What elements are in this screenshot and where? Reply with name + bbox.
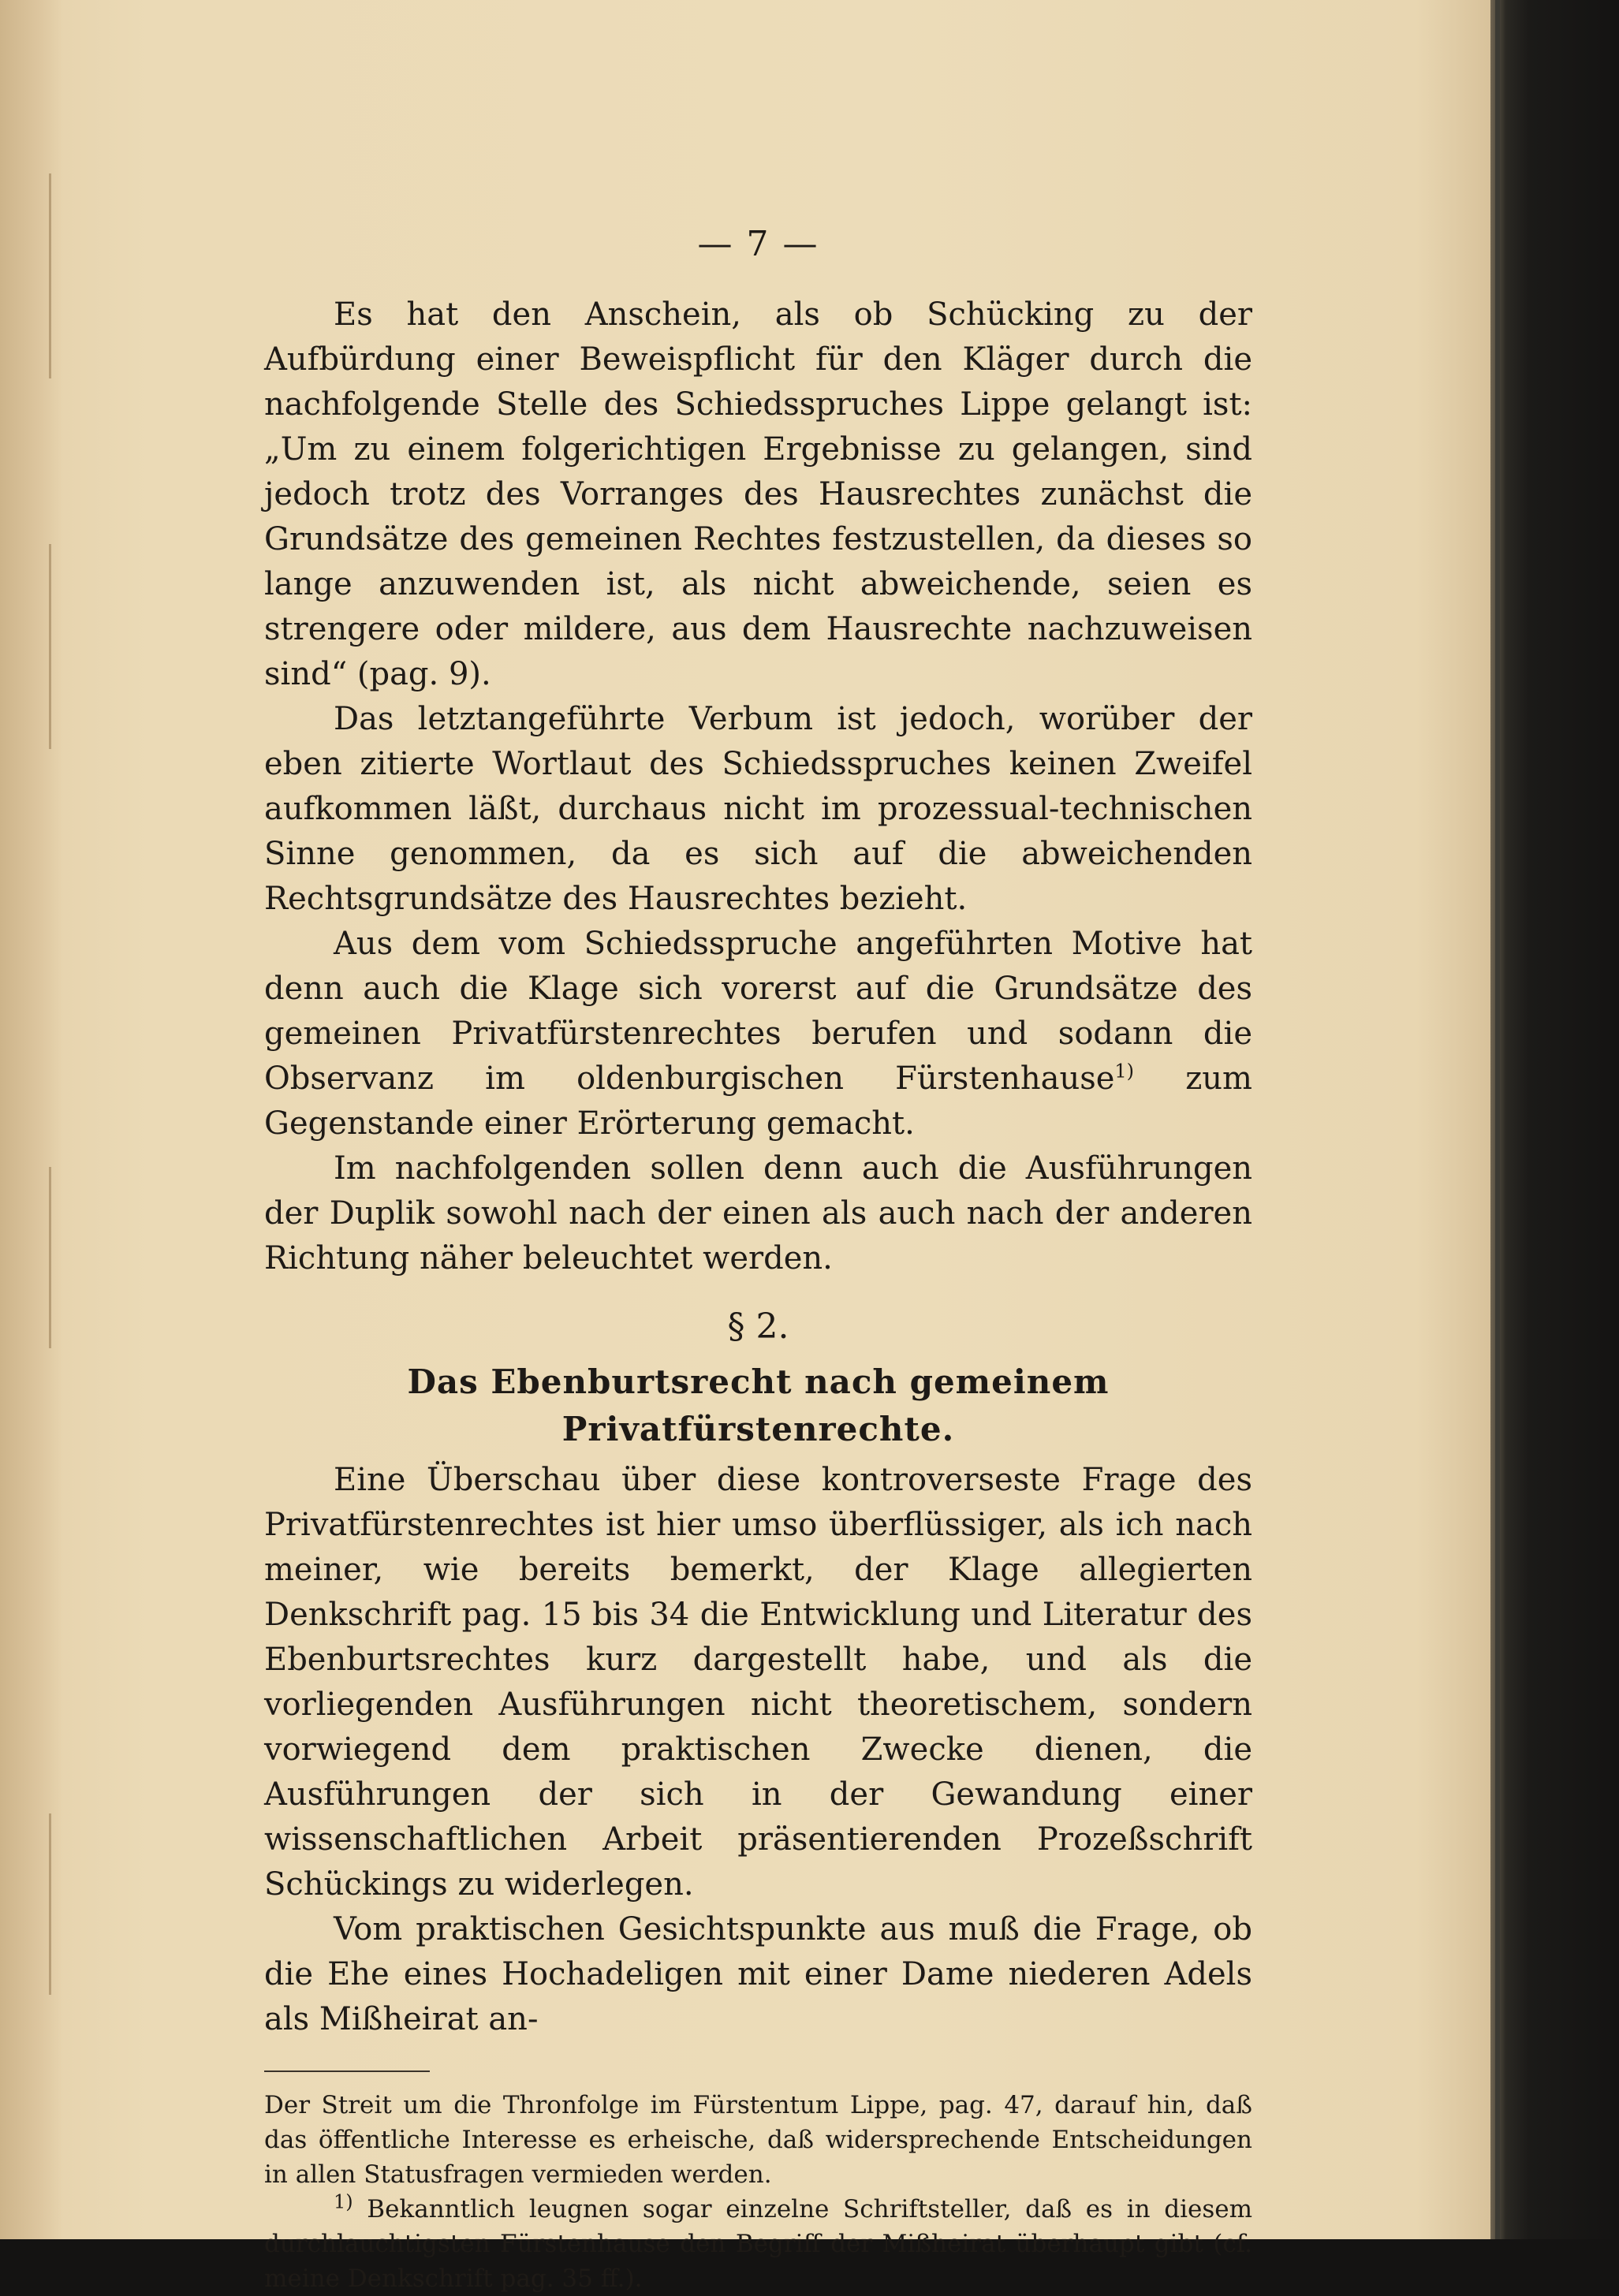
page-text [264,217,1252,2296]
footnote [264,2192,1252,2296]
page-number: — 7 — [697,224,819,264]
footnote-separator [264,2070,430,2072]
footnote-reference: 1) [1114,1060,1135,1083]
page-gutter [0,0,63,2239]
binding-thread [49,173,51,378]
paragraph: Im nachfolgenden sollen denn auch die Ausführungen der Duplik sowohl nach der einen als auch nach der anderen Richtung näher beleuchtet werden. [264,1150,1252,1277]
footnote-marker: 1) [334,2190,353,2213]
paragraph-text: zum Gegenstande einer Erörterung gemacht. [264,1060,1252,1142]
binding-thread [49,544,51,749]
paragraph: Vom praktischen Gesichtspunkte aus muß die Frage, ob die Ehe eines Hochadeligen mit einer Dame niederen Adels als Mißheirat an- [264,1911,1252,2037]
section-number: § 2. [727,1306,789,1347]
section-title: Das Ebenburtsrecht nach gemeinem Privatfürstenrechte. [407,1362,1110,1448]
paragraph: Es hat den Anschein, als ob Schücking zu der Aufbürdung einer Beweispflicht für den Kläger durch die nachfolgende Stelle des Schiedsspruches Lippe gelangt ist: „Um zu einem folgerichtigen Ergebnisse zu gelangen, sind jedoch trotz des Vorranges des Hausrechtes zunächst die Grundsätze des gemeinen Rechtes festzustellen, da dieses so lange anzuwenden ist, als nicht abweichende, seien es strengere oder mildere, aus dem Hausrechte nachzuweisen sind“ (pag. 9). [264,296,1252,692]
paragraph-text: Aus dem vom Schiedsspruche angeführten Motive hat denn auch die Klage sich vorerst auf die Grundsätze des gemeinen Privatfürstenrechtes berufen und sodann die Observanz im oldenburgischen Fürstenhause [264,926,1252,1097]
binding-thread [49,1813,51,1995]
paragraph [264,922,1252,1146]
binding-thread [49,1167,51,1348]
footnote-continuation: Der Streit um die Thronfolge im Fürstentum Lippe, pag. 47, darauf hin, daß das öffentliche Interesse es erheische, daß widersprechende Entscheidungen in allen Statusfragen vermieden werden. [264,2091,1252,2189]
paragraph: Das letztangeführte Verbum ist jedoch, worüber der eben zitierte Wortlaut des Schiedsspruches keinen Zweifel aufkommen läßt, durchaus nicht im prozessual-technischen Sinne genommen, da es sich auf die abweichenden Rechtsgrundsätze des Hausrechtes bezieht. [264,701,1252,917]
paragraph: Eine Überschau über diese kontroverseste Frage des Privatfürstenrechtes ist hier umso überflüssiger, als ich nach meiner, wie bereits bemerkt, der Klage allegierten Denkschrift pag. 15 bis 34 die Entwicklung und Literatur des Ebenburtsrechtes kurz dargestellt habe, und als die vorliegenden Ausführungen nicht theoretischem, sondern vorwiegend dem praktischen Zwecke dienen, die Ausführungen der sich in der Gewandung einer wissenschaftlichen Arbeit präsentierenden Prozeßschrift Schückings zu widerlegen. [264,1462,1252,1903]
footnote-text: Bekanntlich leugnen sogar einzelne Schriftsteller, daß es in diesem durchlauchtigsten Fürstenhause den Begriff der Mißheirat überhaupt gibt (cf. meine Denkschrift pag. 35 ff.). [264,2195,1252,2293]
book-spine [1490,0,1619,2239]
spine-edge [1495,0,1500,2239]
